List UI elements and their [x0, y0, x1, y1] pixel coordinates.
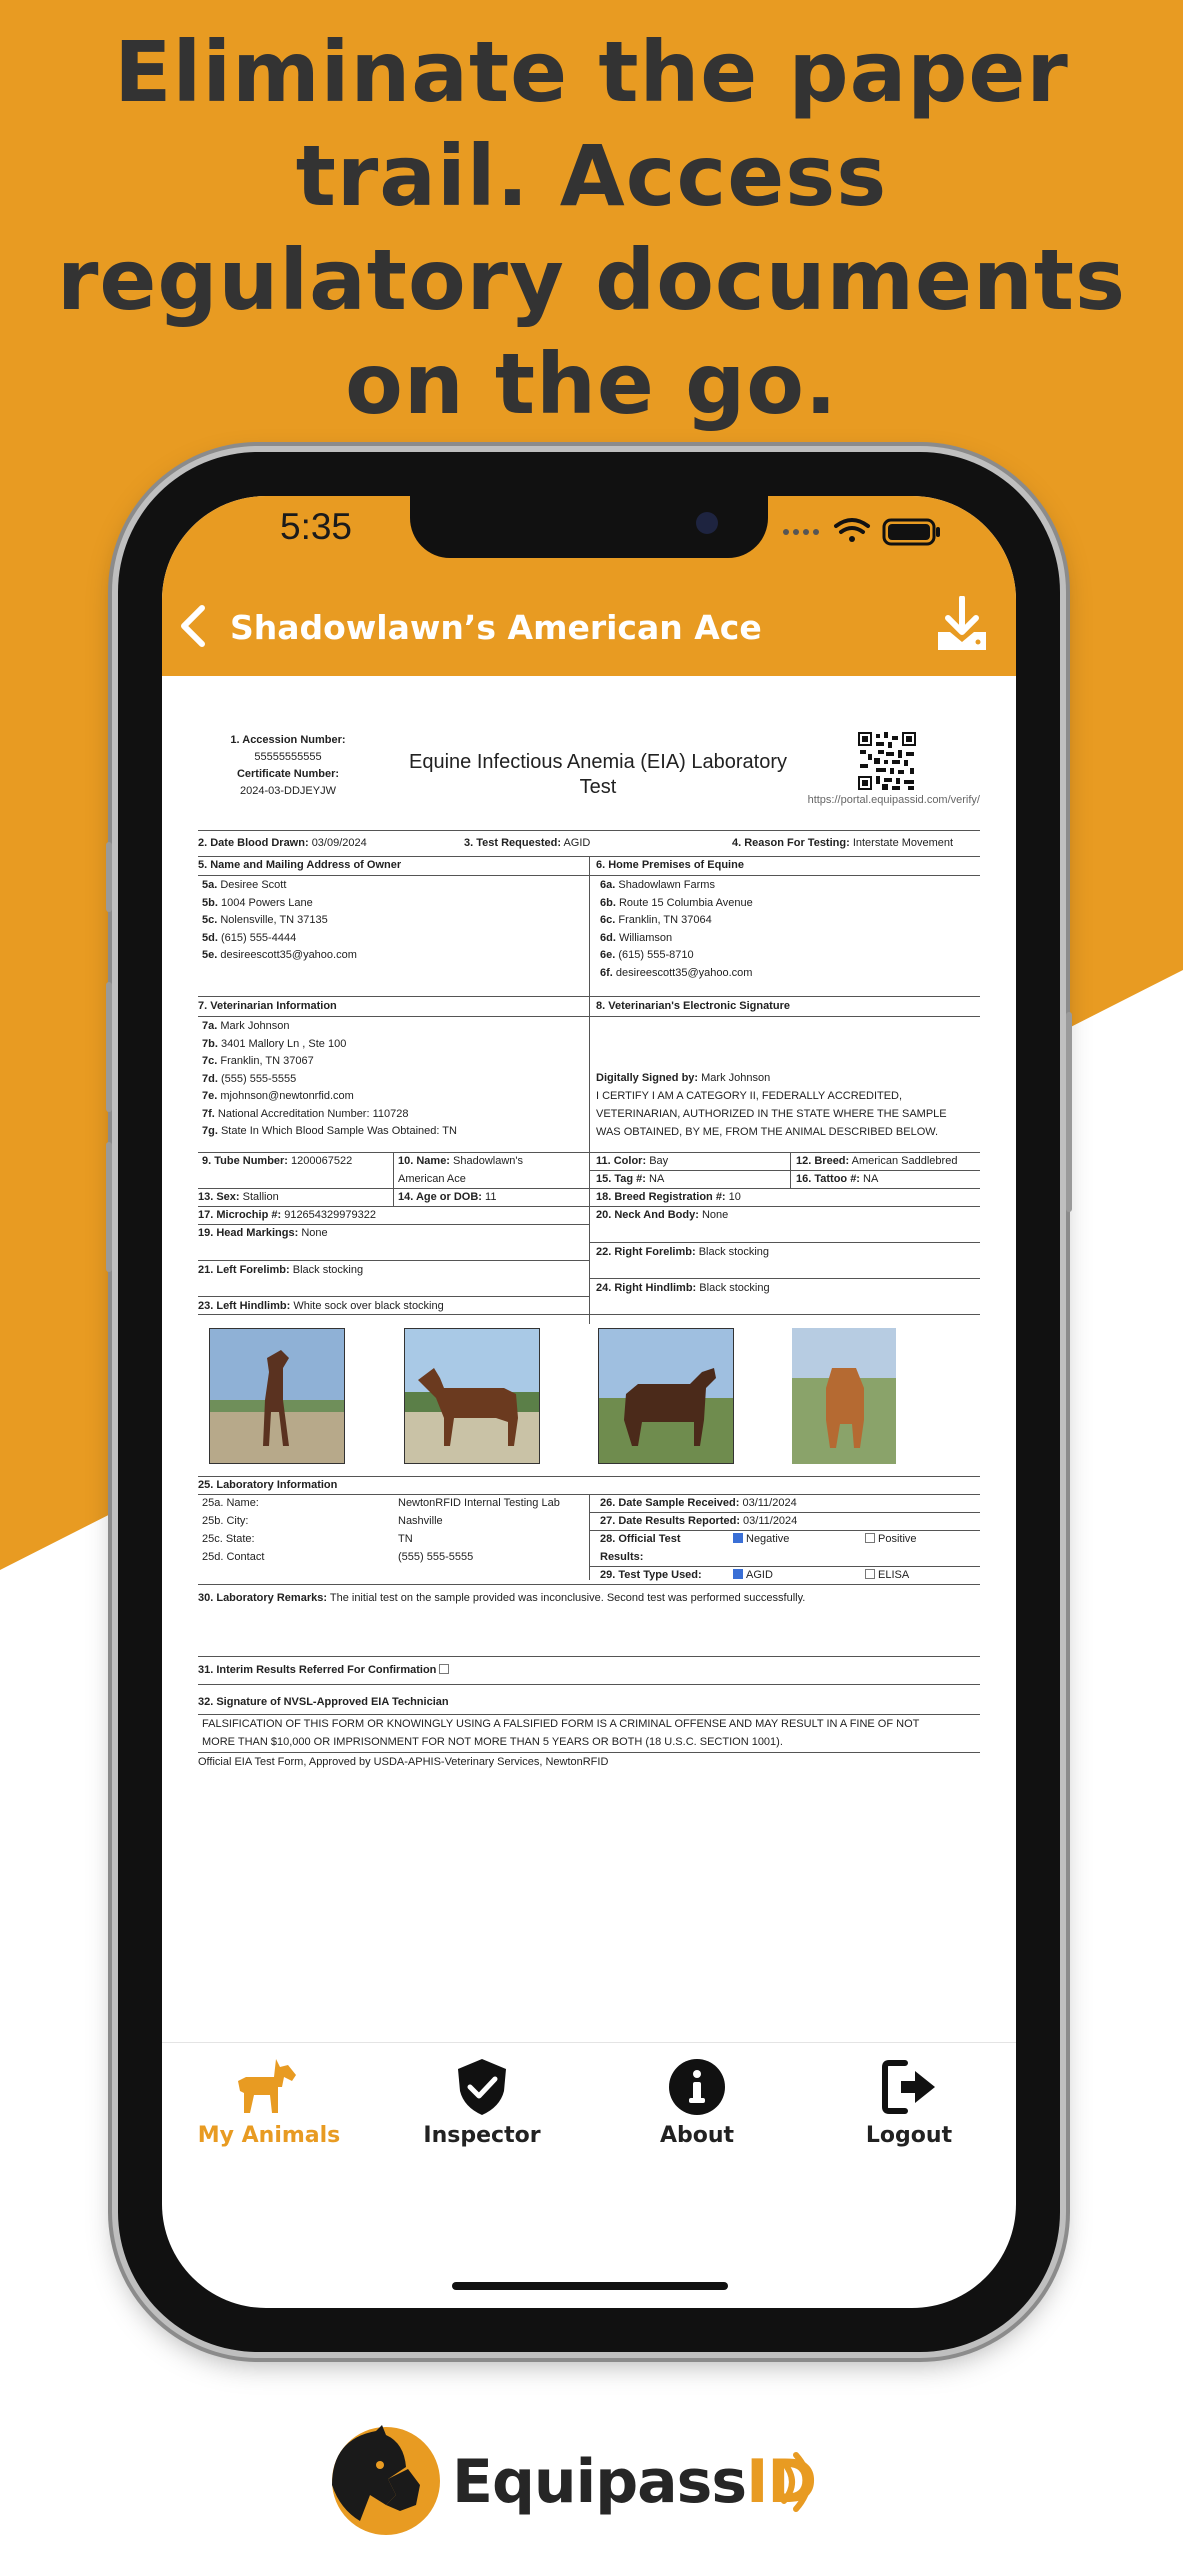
field-line: 7g. State In Which Blood Sample Was Obtained: TN [202, 1125, 457, 1137]
lab-state-value: TN [398, 1533, 413, 1545]
field-line: 6e. (615) 555-8710 [600, 949, 694, 961]
qr-code-icon[interactable] [858, 732, 916, 790]
animal-name-cont: American Ace [398, 1173, 466, 1185]
signal-waves-icon [778, 2451, 822, 2513]
official-results-label: 28. Official Test [600, 1533, 681, 1545]
phone-volume-down [106, 1142, 112, 1272]
brand-logo [330, 2425, 850, 2537]
chevron-left-icon[interactable] [176, 604, 212, 648]
checkbox-checked-icon[interactable] [733, 1569, 743, 1579]
download-icon[interactable] [934, 596, 990, 654]
horse-photo-offside[interactable] [598, 1328, 734, 1464]
lab-state-label: 25c. State: [202, 1533, 255, 1545]
document-title-line-1: Equine Infectious Anemia (EIA) Laboratory [409, 751, 787, 773]
date-reported: 27. Date Results Reported: 03/11/2024 [600, 1515, 798, 1527]
divider [589, 1242, 980, 1243]
certificate-value: 2024-03-DDJEYJW [240, 785, 336, 797]
horse-head-logo-icon [330, 2425, 440, 2537]
tab-label: My Animals [197, 2123, 341, 2148]
color: 11. Color: Bay [596, 1155, 669, 1167]
tab-inspector[interactable] [387, 2043, 577, 2173]
age: 14. Age or DOB: 11 [398, 1191, 497, 1203]
microchip: 17. Microchip #: 912654329979322 [198, 1209, 376, 1221]
field-line: 7f. National Accreditation Number: 110728 [202, 1107, 409, 1120]
falsification-warning-1: FALSIFICATION OF THIS FORM OR KNOWINGLY USING A FALSIFIED FORM IS A CRIMINAL OFFENSE AND MAY RESULT IN A FINE OF NOT [202, 1718, 920, 1730]
divider [198, 1684, 980, 1685]
divider [198, 875, 980, 876]
lab-city-label: 25b. City: [202, 1515, 249, 1527]
field-line: 6d. Williamson [600, 931, 673, 944]
info-icon [667, 2057, 727, 2117]
lab-heading: 25. Laboratory Information [198, 1479, 338, 1491]
field-line: 5e. desireescott35@yahoo.com [202, 949, 357, 961]
left-forelimb: 21. Left Forelimb: Black stocking [198, 1264, 364, 1276]
field-line: 5d. (615) 555-4444 [202, 931, 297, 944]
lab-city-value: Nashville [398, 1515, 443, 1527]
divider [589, 996, 590, 1152]
lab-name-value: NewtonRFID Internal Testing Lab [398, 1497, 560, 1509]
headline-line-2: trail. Access [295, 127, 888, 225]
field-line: 7a. Mark Johnson [202, 1020, 290, 1032]
brand-wordmark [452, 2447, 816, 2517]
checkbox-unchecked-icon[interactable] [865, 1569, 875, 1579]
field-line: 7b. 3401 Mallory Ln , Ste 100 [202, 1037, 347, 1050]
tag-number: 15. Tag #: NA [596, 1173, 665, 1185]
tab-my-animals[interactable] [174, 2043, 364, 2173]
tab-label: Inspector [423, 2123, 541, 2148]
lab-contact-value: (555) 555-5555 [398, 1551, 474, 1563]
field-line: 5c. Nolensville, TN 37135 [202, 914, 328, 926]
document-title [398, 750, 798, 800]
tab-label: About [659, 2123, 735, 2148]
date-received: 26. Date Sample Received: 03/11/2024 [600, 1497, 797, 1509]
breed-registration: 18. Breed Registration #: 10 [596, 1191, 741, 1203]
divider [589, 1152, 590, 1324]
positive-checkbox[interactable]: Positive [865, 1531, 917, 1549]
field-line: 6b. Route 15 Columbia Avenue [600, 896, 753, 909]
front-camera [696, 512, 718, 534]
accession-block [198, 732, 378, 800]
verify-url[interactable]: https://portal.equipassid.com/verify/ [807, 794, 980, 806]
head-markings: 19. Head Markings: None [198, 1227, 328, 1239]
divider [589, 856, 590, 996]
reason-for-testing: 4. Reason For Testing: Interstate Movement [732, 837, 954, 849]
document-title-line-2: Test [579, 776, 617, 798]
certification-line-1: I CERTIFY I AM A CATEGORY II, FEDERALLY ACCREDITED, [596, 1090, 903, 1102]
vet-heading: 7. Veterinarian Information [198, 1000, 337, 1012]
elisa-checkbox[interactable]: ELISA [865, 1567, 909, 1585]
certificate-label: Certificate Number: [236, 768, 340, 780]
horse-photo-rear[interactable] [792, 1328, 896, 1464]
page-title: Shadowlawn’s American Ace [230, 608, 762, 647]
right-hindlimb: 24. Right Hindlimb: Black stocking [596, 1282, 770, 1294]
premises-heading: 6. Home Premises of Equine [596, 859, 744, 871]
field-line: 6f. desireescott35@yahoo.com [600, 966, 753, 979]
negative-checkbox[interactable]: Negative [733, 1531, 789, 1549]
animal-name: 10. Name: Shadowlawn's [398, 1155, 524, 1167]
test-requested: 3. Test Requested: AGID [464, 837, 591, 849]
signature-heading: 8. Veterinarian's Electronic Signature [596, 1000, 790, 1012]
divider [198, 1714, 980, 1715]
left-hindlimb: 23. Left Hindlimb: White sock over black stocking [198, 1300, 444, 1312]
technician-signature: 32. Signature of NVSL-Approved EIA Technician [198, 1696, 449, 1708]
field-line: 5a. Desiree Scott [202, 879, 287, 891]
divider [198, 1656, 980, 1657]
tab-about[interactable] [602, 2043, 792, 2173]
phone-power-button [1066, 1012, 1072, 1212]
sex: 13. Sex: Stallion [198, 1191, 279, 1203]
headline-line-1: Eliminate the paper [114, 23, 1069, 121]
brand-id: ID [746, 2447, 817, 2517]
app-bar [162, 496, 1016, 676]
divider [198, 1260, 589, 1261]
divider [198, 1296, 589, 1297]
divider [198, 1584, 980, 1585]
phone-screen [162, 496, 1016, 2308]
date-blood-drawn: 2. Date Blood Drawn: 03/09/2024 [198, 837, 367, 849]
bottom-tab-bar [162, 2042, 1016, 2203]
lab-contact-label: 25d. Contact [202, 1551, 265, 1563]
certification-line-3: WAS OBTAINED, BY ME, FROM THE ANIMAL DESCRIBED BELOW. [596, 1126, 939, 1138]
lab-name-label: 25a. Name: [202, 1497, 259, 1509]
brand-name: Equipass [452, 2447, 747, 2517]
horse-photo-side[interactable] [404, 1328, 540, 1464]
form-footer: Official EIA Test Form, Approved by USDA-APHIS-Veterinary Services, NewtonRFID [198, 1756, 609, 1768]
battery-icon [884, 520, 940, 544]
field-line: 7c. Franklin, TN 37067 [202, 1055, 314, 1067]
phone-silent-switch [106, 842, 112, 912]
status-time: 5:35 [280, 506, 353, 547]
shield-check-icon [452, 2057, 512, 2117]
field-line: 6c. Franklin, TN 37064 [600, 914, 712, 926]
certification-line-2: VETERINARIAN, AUTHORIZED IN THE STATE WHERE THE SAMPLE [596, 1108, 947, 1120]
falsification-warning-2: MORE THAN $10,000 OR IMPRISONMENT FOR NOT MORE THAN 5 YEARS OR BOTH (18 U.S.C. SECTION 1001). [202, 1736, 783, 1748]
field-line: 7e. mjohnson@newtonrfid.com [202, 1090, 354, 1102]
test-type-label: 29. Test Type Used: [600, 1569, 702, 1581]
right-forelimb: 22. Right Forelimb: Black stocking [596, 1246, 769, 1258]
owner-heading: 5. Name and Mailing Address of Owner [198, 859, 402, 871]
status-icons [782, 514, 982, 554]
accession-value: 55555555555 [254, 751, 322, 763]
divider [198, 1752, 980, 1753]
signed-by: Digitally Signed by: Mark Johnson [596, 1072, 771, 1084]
divider [393, 1152, 394, 1206]
home-indicator[interactable] [452, 2282, 728, 2290]
eia-document[interactable] [162, 676, 1016, 2042]
horse-photo-front[interactable] [209, 1328, 345, 1464]
divider [198, 830, 980, 831]
interim-results: 31. Interim Results Referred For Confirmation [198, 1662, 452, 1680]
neck-and-body: 20. Neck And Body: None [596, 1209, 729, 1221]
agid-checkbox[interactable]: AGID [733, 1567, 773, 1585]
checkbox-checked-icon[interactable] [733, 1533, 743, 1543]
phone-volume-up [106, 982, 112, 1112]
divider [589, 1278, 980, 1279]
field-line: 6a. Shadowlawn Farms [600, 879, 715, 891]
headline [0, 20, 1183, 436]
breed: 12. Breed: American Saddlebred [796, 1155, 958, 1167]
official-results-label-2: Results: [600, 1551, 644, 1563]
divider [198, 1016, 980, 1017]
lab-remarks: 30. Laboratory Remarks: The initial test on the sample provided was inconclusive. Second test was performed successfully. [198, 1592, 806, 1604]
divider [589, 1494, 590, 1580]
tattoo-number: 16. Tattoo #: NA [796, 1173, 879, 1185]
headline-line-3: regulatory documents [57, 231, 1126, 329]
tube-number: 9. Tube Number: 1200067522 [202, 1155, 353, 1167]
tab-logout[interactable] [814, 2043, 1004, 2173]
horse-icon [236, 2057, 302, 2117]
divider [198, 1188, 980, 1189]
tab-label: Logout [865, 2123, 953, 2148]
field-line: 7d. (555) 555-5555 [202, 1072, 297, 1085]
phone-notch [410, 496, 768, 558]
divider [198, 1314, 980, 1315]
field-line: 5b. 1004 Powers Lane [202, 896, 313, 909]
checkbox-unchecked-icon[interactable] [865, 1533, 875, 1543]
accession-label: 1. Accession Number: [230, 734, 346, 746]
logout-icon [879, 2057, 939, 2117]
signal-dots-icon [783, 529, 819, 535]
wifi-icon [836, 520, 868, 542]
checkbox-unchecked-icon[interactable] [439, 1664, 449, 1674]
phone-frame [118, 452, 1060, 2352]
headline-line-4: on the go. [345, 335, 838, 433]
